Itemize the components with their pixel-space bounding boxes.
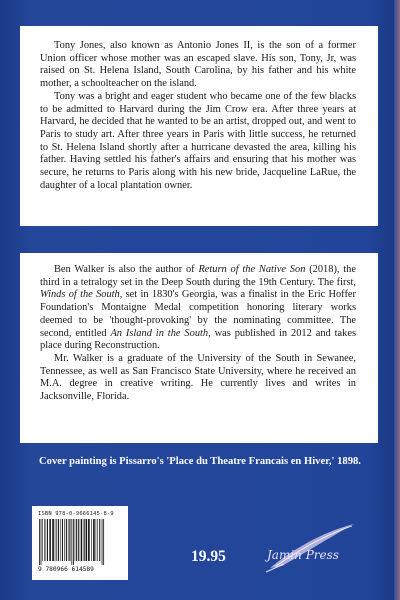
book-title: An Island in the South <box>110 327 209 339</box>
barcode-digits: 9 780966 614589 <box>38 566 94 573</box>
cover-painting-caption: Cover painting is Pissarro's 'Place du Theatre Francais en Hiver,' 1898. <box>39 456 361 467</box>
barcode-bar <box>97 519 98 561</box>
barcode-bar <box>88 519 90 561</box>
bio-text: (2018), the third in a tetralogy set in the Deep South during the 19th Century. The first, <box>40 264 356 288</box>
isbn-barcode <box>32 506 128 580</box>
barcode-bar <box>96 519 97 561</box>
barcode-bar <box>86 519 88 561</box>
barcode-bar <box>103 519 104 565</box>
publisher-logo <box>262 520 358 582</box>
barcode-bar <box>64 519 65 561</box>
barcode-bar <box>78 519 79 561</box>
barcode-bar <box>68 519 69 561</box>
bio-text: Ben Walker is also the author of <box>54 264 199 275</box>
cover-edge <box>394 0 400 600</box>
barcode-bar <box>42 519 43 561</box>
barcode-bar <box>69 519 70 561</box>
barcode-bar <box>99 519 100 561</box>
barcode-bar <box>102 519 103 565</box>
barcode-bar <box>56 519 57 561</box>
barcode-bar <box>91 519 92 561</box>
barcode-bar <box>55 519 56 561</box>
barcode-bar <box>76 519 77 561</box>
barcode-bars <box>38 519 122 565</box>
barcode-bar <box>84 519 85 561</box>
barcode-bar <box>44 519 45 561</box>
author-bio-paragraph-2: Mr. Walker is a graduate of the University of the South in Sewanee, Tennessee, as well as San Francisco State University, where he received an M.A. degree in creative writing. He currently lives and writes in Jacksonville, Florida. <box>40 352 356 403</box>
price: 19.95 <box>191 548 226 565</box>
barcode-bar <box>60 519 61 561</box>
barcode-bar <box>49 519 51 561</box>
bio-text: , set in 1830's Georgia, was a finalist in the Eric Hoffer Foundation's Montaigne Medal competition honoring literary works deemed to be 'thought-provoking' by the nominating committee. The second, entitled <box>40 289 356 339</box>
author-bio-paragraph-1 <box>40 264 356 353</box>
synopsis-panel <box>20 26 378 226</box>
barcode-bar <box>66 519 67 561</box>
barcode-bar <box>52 519 54 561</box>
synopsis-paragraph-1: Tony Jones, also known as Antonio Jones II, is the son of a former Union officer whose mother was an escaped slave. His son, Tony, Jr, was raised on St. Helena Island, South Carolina, by his father and his white mother, a schoolteacher on the island. <box>40 40 356 90</box>
bio-text: , was published in 2012 and takes place during Reconstruction. <box>40 327 356 352</box>
barcode-bar <box>71 519 72 565</box>
author-bio-panel <box>20 253 378 443</box>
barcode-bar <box>75 519 76 561</box>
barcode-bar <box>47 519 48 561</box>
book-title: Winds of the South <box>40 289 120 301</box>
synopsis-paragraph-2: Tony was a bright and eager student who became one of the few blacks to be admitted to Harvard during the Jim Crow era. After three years at Harvard, he decided that he wanted to be an artist, dropped out, and went to Paris to study art. After three years in Paris with little success, he returned to St. Helena Island shortly after a hurricane devasted the area, killing his father. Having settled his father's affairs and ensuring that his mother was secure, he returns to Paris along with his new bride, Jacqueline LaRue, the daughter of a local plantation owner. <box>40 90 356 191</box>
barcode-bar <box>93 519 95 561</box>
barcode-bar <box>81 519 83 561</box>
isbn-label: ISBN 978-0-9666145-8-9 <box>38 511 114 517</box>
barcode-bar <box>58 519 59 561</box>
barcode-bar <box>62 519 63 561</box>
barcode-bar <box>41 519 42 565</box>
publisher-name: Jamin Press <box>267 548 339 562</box>
book-title: Return of the Native Son <box>198 264 306 275</box>
barcode-bar <box>39 519 40 565</box>
barcode-bar <box>73 519 74 565</box>
